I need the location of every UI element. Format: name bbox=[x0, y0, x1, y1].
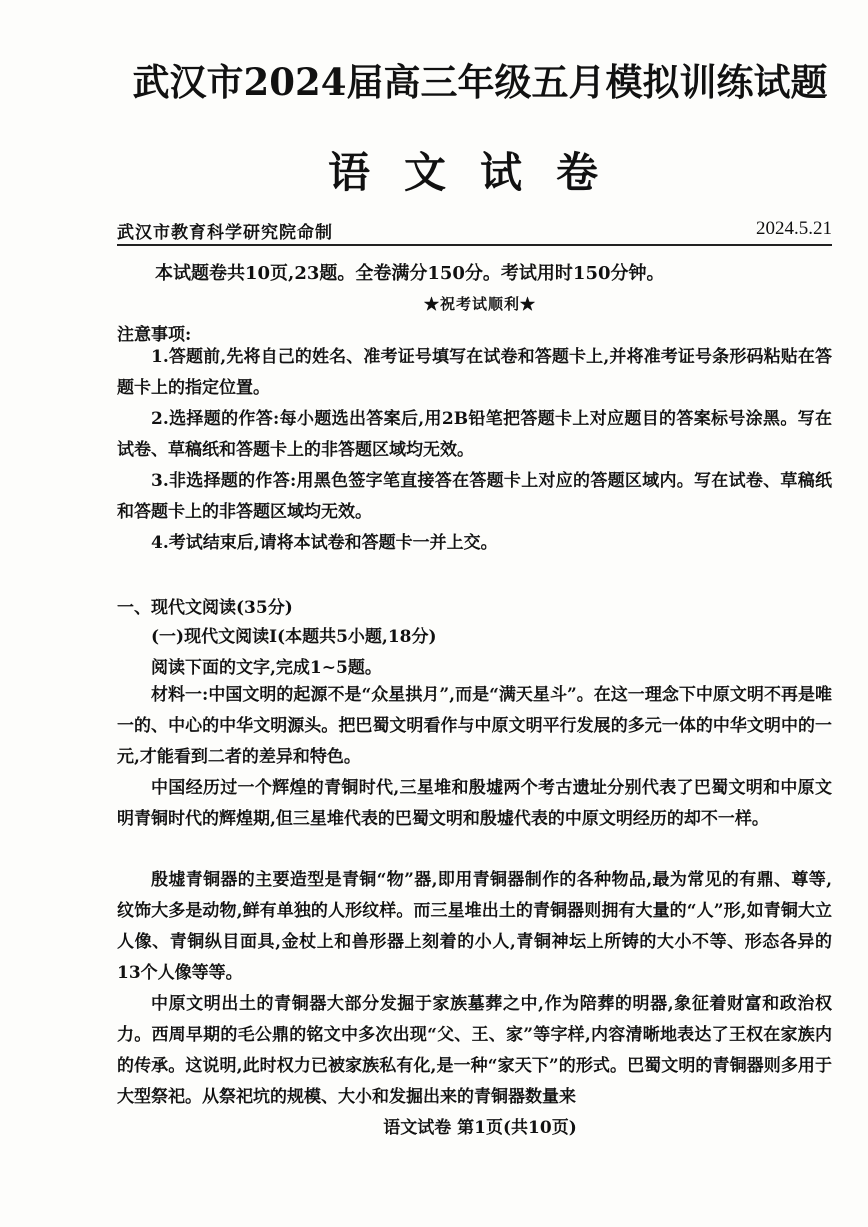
notice-item: 2.选择题的作答:每小题选出答案后,用2B铅笔把答题卡上对应题目的答案标号涂黑。写在试卷、草稿纸和答题卡上的非答题区域均无效。 bbox=[117, 409, 832, 460]
page-footer: 语文试卷 第1页(共10页) bbox=[383, 1118, 577, 1138]
passage-paragraph: 中国经历过一个辉煌的青铜时代,三星堆和殷墟两个考古遗址分别代表了巴蜀文明和中原文明青铜时代的辉煌期,但三星堆代表的巴蜀文明和殷墟代表的中原文明经历的却不一样。 bbox=[117, 778, 832, 829]
meta-row bbox=[117, 216, 832, 246]
notice-item: 1.答题前,先将自己的姓名、准考证号填写在试卷和答题卡上,并将准考证号条形码粘贴在答题卡上的指定位置。 bbox=[117, 347, 832, 398]
passage-paragraph: 材料一:中国文明的起源不是“众星拱月”,而是“满天星斗”。在这一理念下中原文明不再是唯一的、中心的中华文明源头。把巴蜀文明看作与中原文明平行发展的多元一体的中华文明中的一元,才能看到二者的差异和特色。 bbox=[117, 685, 832, 767]
subsection-heading: (一)现代文阅读Ⅰ(本题共5小题,18分) bbox=[151, 627, 437, 647]
exam-title: 武汉市2024届高三年级五月模拟训练试题 bbox=[132, 60, 828, 104]
good-luck-line: ★祝考试顺利★ bbox=[423, 295, 536, 313]
passage-paragraph: 殷墟青铜器的主要造型是青铜“物”器,即用青铜器制作的各种物品,最为常见的有鼎、尊等,纹饰大多是动物,鲜有单独的人形纹样。而三星堆出土的青铜器则拥有大量的“人”形,如青铜大立人像、青铜纵目面具,金杖上和兽形器上刻着的小人,青铜神坛上所铸的大小不等、形态各异的13个人像等等。 bbox=[117, 870, 832, 983]
reading-instruction: 阅读下面的文字,完成1~5题。 bbox=[151, 658, 382, 678]
exam-date: 2024.5.21 bbox=[756, 218, 832, 239]
exam-subtitle: 语文试卷 bbox=[327, 148, 632, 197]
notice-item: 4.考试结束后,请将本试卷和答题卡一并上交。 bbox=[151, 533, 498, 553]
exam-author: 武汉市教育科学研究院命制 bbox=[117, 223, 333, 243]
section-heading: 一、现代文阅读(35分) bbox=[117, 598, 293, 618]
notice-item: 3.非选择题的作答:用黑色签字笔直接答在答题卡上对应的答题区域内。写在试卷、草稿纸和答题卡上的非答题区域均无效。 bbox=[117, 471, 832, 522]
notice-heading: 注意事项: bbox=[117, 325, 192, 345]
exam-info: 本试题卷共10页,23题。全卷满分150分。考试用时150分钟。 bbox=[155, 263, 665, 284]
passage-paragraph: 中原文明出土的青铜器大部分发掘于家族墓葬之中,作为陪葬的明器,象征着财富和政治权力。西周早期的毛公鼎的铭文中多次出现“父、王、家”等字样,内容清晰地表达了王权在家族内的传承。这说明,此时权力已被家族私有化,是一种“家天下”的形式。巴蜀文明的青铜器则多用于大型祭祀。从祭祀坑的规模、大小和发掘出来的青铜器数量来 bbox=[117, 994, 832, 1107]
